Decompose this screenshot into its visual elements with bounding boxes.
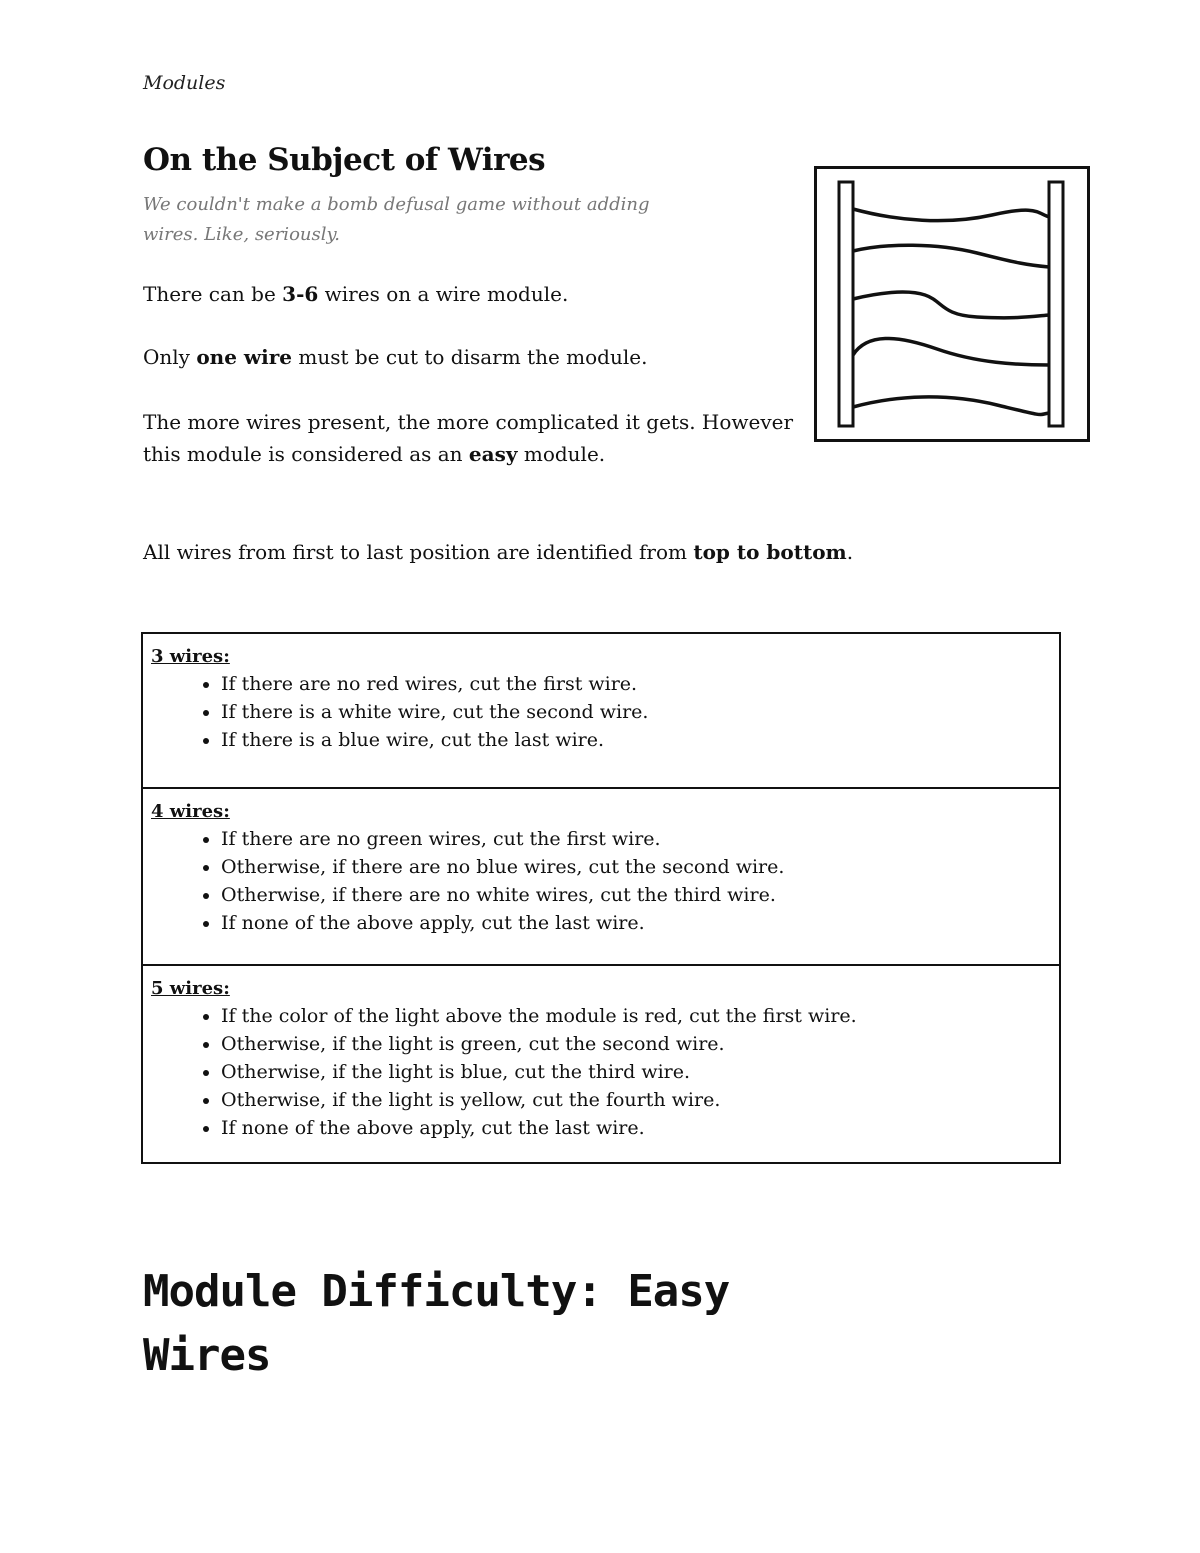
intro-emphasis: 3-6: [282, 282, 319, 306]
rule-section-title: 5 wires:: [151, 978, 230, 999]
rule-item: • If there are no green wires, cut the first wire.: [221, 825, 1051, 853]
rule-list: [151, 825, 1051, 937]
module-name-label: Wires: [143, 1330, 271, 1381]
intro-text: module.: [517, 442, 606, 466]
intro-text: Only: [143, 345, 197, 369]
module-difficulty-label: Module Difficulty: Easy: [143, 1266, 730, 1317]
module-difficulty-footer: [143, 1260, 729, 1388]
rule-item: • If there is a white wire, cut the second wire.: [221, 698, 1051, 726]
rule-item: • Otherwise, if the light is green, cut the second wire.: [221, 1030, 1051, 1058]
rule-item: • If none of the above apply, cut the last wire.: [221, 1114, 1051, 1142]
rule-section-title: 3 wires:: [151, 646, 230, 667]
rule-item: • Otherwise, if there are no white wires, cut the third wire.: [221, 881, 1051, 909]
page-header: Modules: [143, 72, 226, 94]
rule-item: • If there are no red wires, cut the first wire.: [221, 670, 1051, 698]
intro-wire-count: [143, 278, 568, 310]
rule-item: • If there is a blue wire, cut the last wire.: [221, 726, 1051, 754]
intro-text: There can be: [143, 282, 283, 306]
rule-list: [151, 670, 1051, 754]
rule-item: • Otherwise, if the light is yellow, cut the fourth wire.: [221, 1086, 1051, 1114]
page-title: On the Subject of Wires: [143, 142, 546, 178]
intro-text: All wires from first to last position are identified from: [143, 540, 694, 564]
wire-module-icon: [817, 169, 1087, 439]
intro-one-wire: [143, 341, 647, 373]
intro-complexity: [143, 406, 803, 470]
intro-emphasis: top to bottom: [693, 540, 847, 564]
rule-section-3-wires: [143, 634, 1059, 787]
rule-item: • If none of the above apply, cut the last wire.: [221, 909, 1051, 937]
wire-module-illustration: [814, 166, 1090, 442]
rule-section-4-wires: [143, 787, 1059, 964]
intro-emphasis: easy: [468, 442, 518, 466]
rule-item: • Otherwise, if the light is blue, cut the third wire.: [221, 1058, 1051, 1086]
rule-section-title: 4 wires:: [151, 801, 230, 822]
intro-text: .: [846, 540, 854, 564]
subtitle: We couldn't make a bomb defusal game without adding wires. Like, seriously.: [143, 194, 650, 245]
intro-text: The more wires present, the more complicated it gets. However this module is considered as an: [143, 410, 794, 466]
rules-table: [141, 632, 1061, 1164]
rule-item: • If the color of the light above the module is red, cut the first wire.: [221, 1002, 1051, 1030]
intro-text: wires on a wire module.: [318, 282, 569, 306]
intro-text: must be cut to disarm the module.: [292, 345, 648, 369]
rule-list: [151, 1002, 1051, 1142]
rule-item: • Otherwise, if there are no blue wires, cut the second wire.: [221, 853, 1051, 881]
rule-section-5-wires: [143, 964, 1059, 1162]
intro-emphasis: one wire: [196, 345, 292, 369]
intro-order: [143, 536, 853, 568]
